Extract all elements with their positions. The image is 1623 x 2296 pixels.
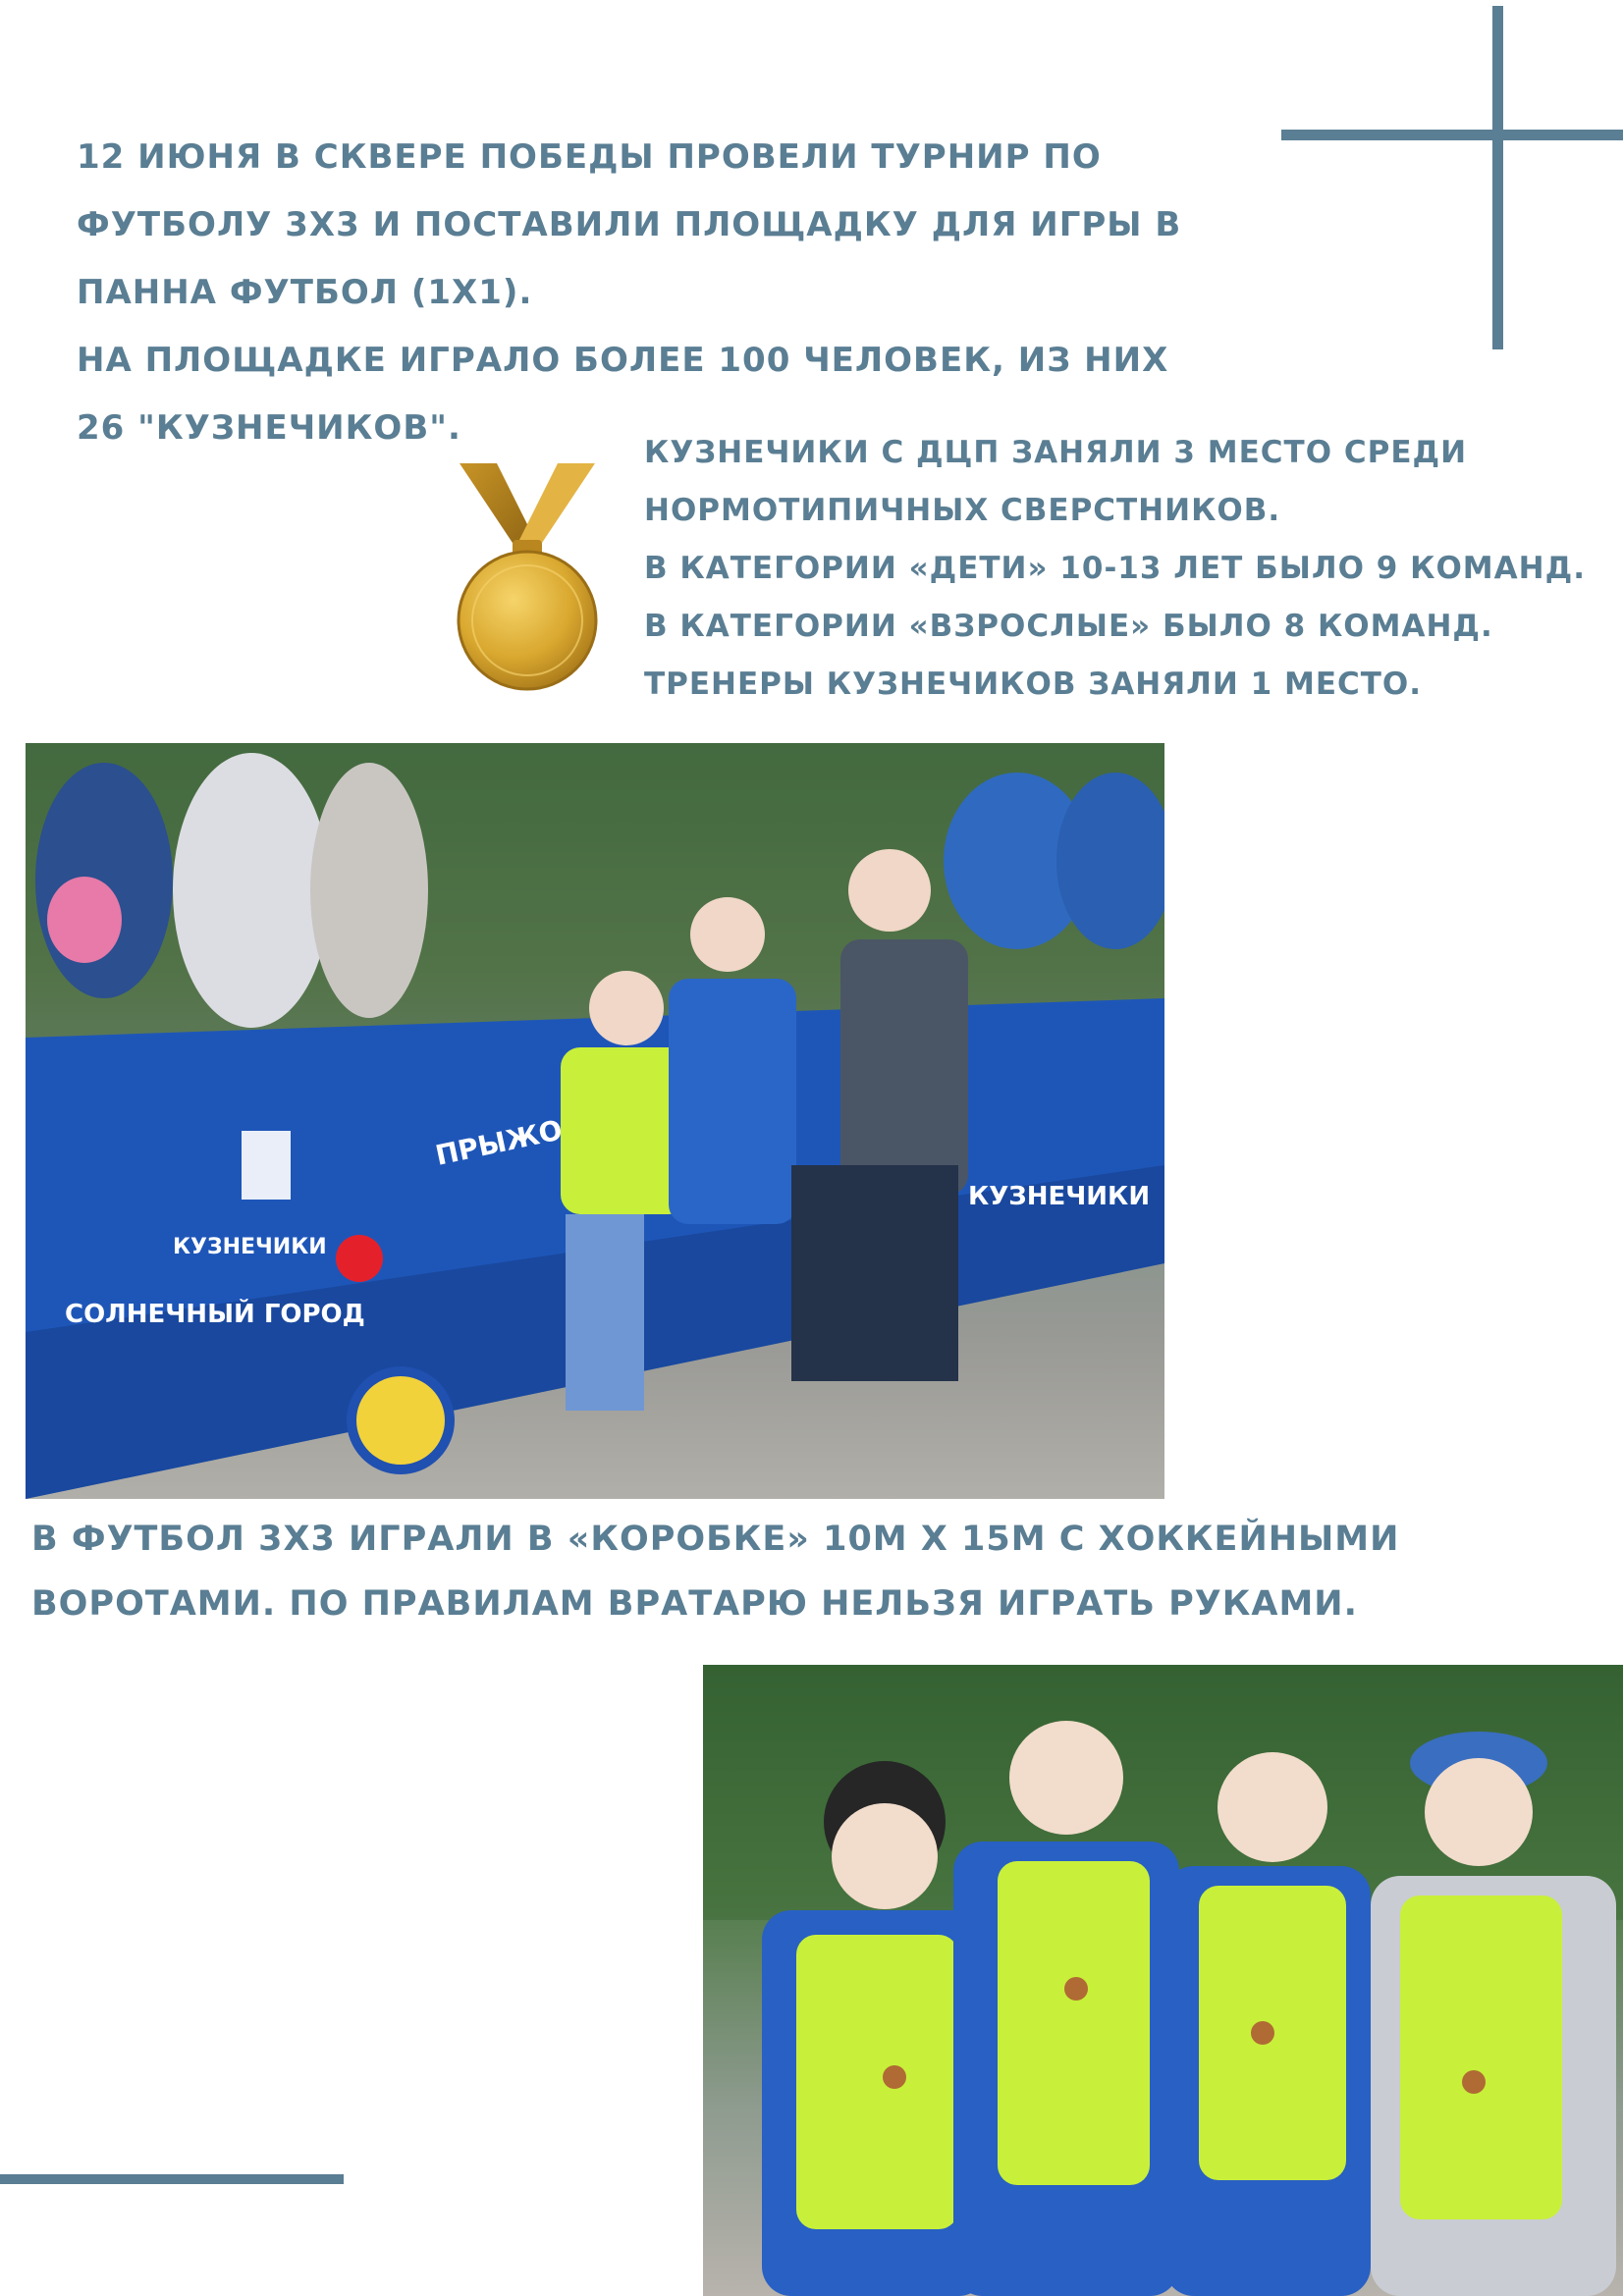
- caption-text: [31, 1507, 1399, 1636]
- results-line: В КАТЕГОРИИ «ВЗРОСЛЫЕ» БЫЛО 8 КОМАНД.: [644, 609, 1493, 644]
- banner-text: КУЗНЕЧИКИ: [968, 1182, 1151, 1211]
- decorative-cross-vertical: [1492, 6, 1503, 349]
- banner-text: КУЗНЕЧИКИ: [173, 1235, 327, 1259]
- gold-medal-icon: [450, 457, 605, 695]
- banner-text: СОЛНЕЧНЫЙ ГОРОД: [65, 1300, 365, 1329]
- intro-line: ПАННА ФУТБОЛ (1Х1).: [77, 273, 533, 312]
- intro-line: 12 ИЮНЯ В СКВЕРЕ ПОБЕДЫ ПРОВЕЛИ ТУРНИР ПО: [77, 137, 1102, 177]
- football-game-photo: [26, 743, 1164, 1499]
- results-line: В КАТЕГОРИИ «ДЕТИ» 10-13 ЛЕТ БЫЛО 9 КОМАНД.: [644, 551, 1586, 586]
- results-line: ТРЕНЕРЫ КУЗНЕЧИКОВ ЗАНЯЛИ 1 МЕСТО.: [644, 667, 1423, 702]
- results-line: КУЗНЕЧИКИ С ДЦП ЗАНЯЛИ 3 МЕСТО СРЕДИ: [644, 435, 1468, 470]
- decorative-bottom-line: [0, 2174, 344, 2184]
- intro-line: 26 "КУЗНЕЧИКОВ".: [77, 408, 461, 448]
- results-line: НОРМОТИПИЧНЫХ СВЕРСТНИКОВ.: [644, 493, 1281, 528]
- intro-line: ФУТБОЛУ 3Х3 И ПОСТАВИЛИ ПЛОЩАДКУ ДЛЯ ИГРЫ В: [77, 205, 1182, 244]
- intro-text: [77, 124, 1181, 462]
- banner-text: ПРЫЖОК: [432, 1108, 588, 1172]
- decorative-cross-horizontal: [1281, 130, 1623, 140]
- caption-line: В ФУТБОЛ 3Х3 ИГРАЛИ В «КОРОБКЕ» 10М Х 15М С ХОККЕЙНЫМИ: [31, 1520, 1400, 1559]
- team-medalists-photo: [703, 1665, 1623, 2296]
- caption-line: ВОРОТАМИ. ПО ПРАВИЛАМ ВРАТАРЮ НЕЛЬЗЯ ИГРАТЬ РУКАМИ.: [31, 1584, 1358, 1624]
- intro-line: НА ПЛОЩАДКЕ ИГРАЛО БОЛЕЕ 100 ЧЕЛОВЕК, ИЗ НИХ: [77, 341, 1169, 380]
- results-text: [644, 424, 1586, 714]
